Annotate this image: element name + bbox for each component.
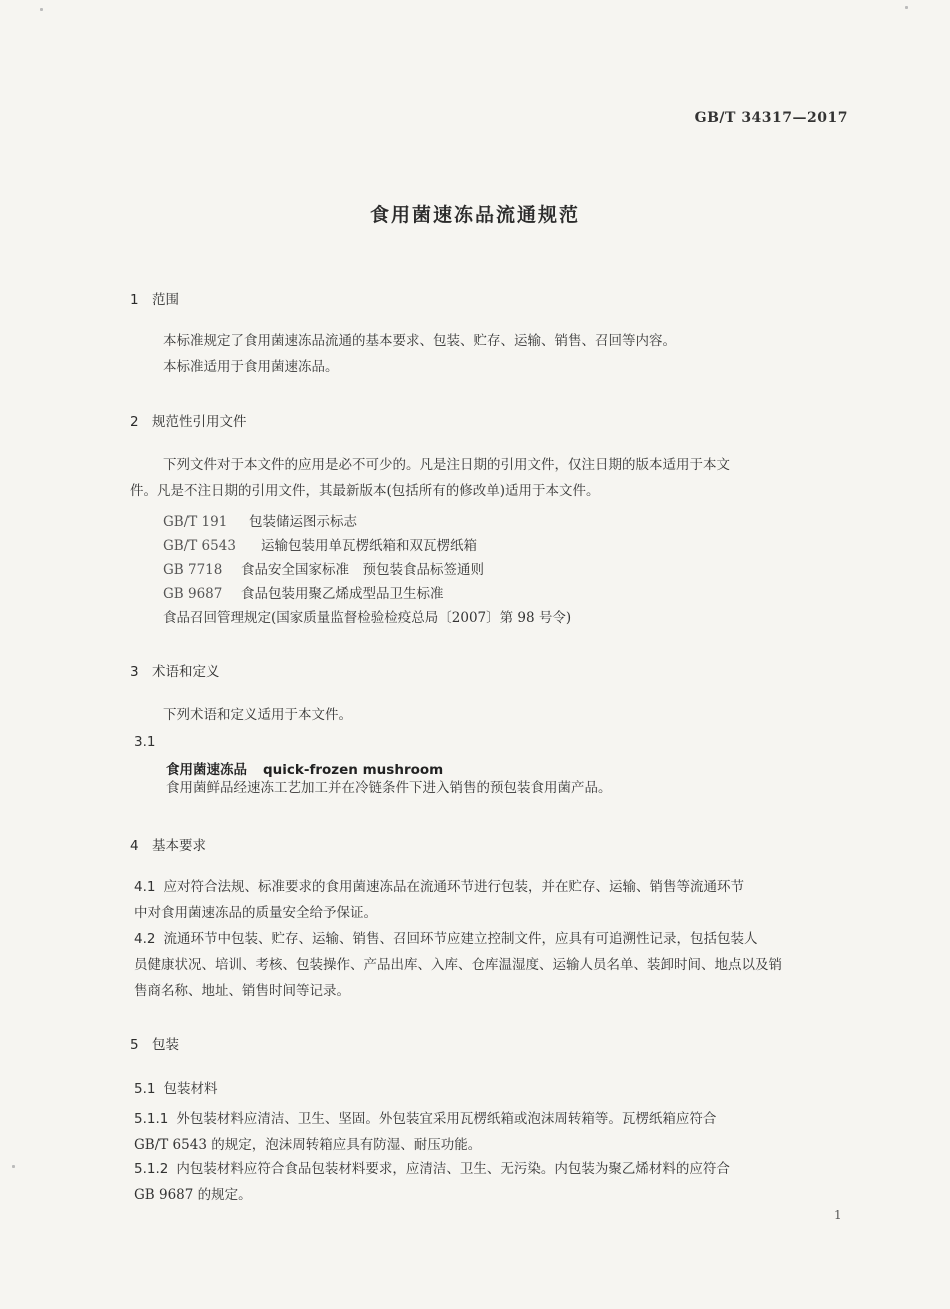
- section-number: 1: [130, 292, 139, 308]
- section-heading-packaging: [130, 1033, 179, 1053]
- section-title: 范围: [152, 292, 179, 308]
- section-title: 包装: [152, 1037, 179, 1053]
- clause-text: 售商名称、地址、销售时间等记录。: [134, 983, 350, 999]
- term-english: quick-frozen mushroom: [263, 762, 444, 778]
- clause-number: 5.1.1: [134, 1111, 169, 1127]
- reference-code: GB/T 191: [163, 514, 228, 530]
- section-title: 规范性引用文件: [152, 414, 247, 430]
- clause-text: 员健康状况、培训、考核、包装操作、产品出库、入库、仓库温湿度、运输人员名单、装卸时间、地点以及销: [134, 957, 782, 973]
- paragraph: 下列文件对于本文件的应用是必不可少的。凡是注日期的引用文件，仅注日期的版本适用于本文: [163, 457, 730, 473]
- subsection-title: 包装材料: [163, 1081, 218, 1097]
- clause-4-1: [134, 874, 854, 926]
- section-heading-basic: [130, 834, 206, 854]
- reference-item: [163, 582, 444, 602]
- clause-text: 外包装材料应清洁、卫生、坚固。外包装宜采用瓦楞纸箱或泡沫周转箱等。瓦楞纸箱应符合: [176, 1111, 717, 1127]
- subsection-number: 5.1: [134, 1081, 156, 1097]
- paragraph: 本标准规定了食用菌速冻品流通的基本要求、包装、贮存、运输、销售、召回等内容。: [163, 333, 676, 349]
- document-title: 食用菌速冻品流通规范: [369, 204, 580, 226]
- clause-5-1-1: [134, 1106, 854, 1158]
- clause-5-1-2: [134, 1156, 854, 1208]
- clause-text: 内包装材料应符合食品包装材料要求，应清洁、卫生、无污染。内包装为聚乙烯材料的应符合: [176, 1161, 730, 1177]
- section-title: 术语和定义: [152, 664, 220, 680]
- reference-item: 食品召回管理规定(国家质量监督检验检疫总局〔2007〕第 98 号令): [163, 610, 572, 626]
- clause-text: 应对符合法规、标准要求的食用菌速冻品在流通环节进行包装，并在贮存、运输、销售等流通环节: [163, 879, 744, 895]
- section-heading-scope: [130, 288, 179, 308]
- reference-title: 包装储运图示标志: [249, 514, 357, 530]
- paragraph: 本标准适用于食用菌速冻品。: [163, 359, 339, 375]
- reference-item: [163, 534, 477, 554]
- scan-speck: [40, 8, 43, 11]
- section-number: 2: [130, 414, 139, 430]
- scan-speck: [12, 1165, 15, 1168]
- section-heading-terms: [130, 660, 220, 680]
- subsection-heading: [134, 1077, 217, 1097]
- scan-speck: [905, 6, 908, 9]
- term-definition: 食用菌鲜品经速冻工艺加工并在冷链条件下进入销售的预包装食用菌产品。: [166, 780, 612, 796]
- reference-title: 运输包装用单瓦楞纸箱和双瓦楞纸箱: [261, 538, 477, 554]
- clause-number: 5.1.2: [134, 1161, 169, 1177]
- section-title: 基本要求: [152, 838, 206, 854]
- section-number: 4: [130, 838, 139, 854]
- clause-4-2: [134, 926, 854, 1004]
- standard-code: GB/T 34317—2017: [694, 110, 848, 126]
- section-heading-refs: [130, 410, 247, 430]
- reference-title: 食品包装用聚乙烯成型品卫生标准: [241, 586, 444, 602]
- clause-text: GB/T 6543 的规定，泡沫周转箱应具有防湿、耐压功能。: [134, 1137, 482, 1153]
- reference-item: [163, 558, 484, 578]
- term-chinese: 食用菌速冻品: [166, 762, 247, 778]
- clause-number: 4.1: [134, 879, 156, 895]
- clause-text: GB 9687 的规定。: [134, 1187, 252, 1203]
- reference-title: 食品安全国家标准 预包装食品标签通则: [241, 562, 484, 578]
- clause-number: 3.1: [134, 734, 156, 750]
- clause-text: 流通环节中包装、贮存、运输、销售、召回环节应建立控制文件，应具有可追溯性记录，包括包装人: [163, 931, 758, 947]
- page-number: 1: [834, 1208, 842, 1222]
- reference-code: GB 9687: [163, 586, 223, 602]
- clause-number: 4.2: [134, 931, 156, 947]
- paragraph: 下列术语和定义适用于本文件。: [163, 707, 352, 723]
- reference-code: GB 7718: [163, 562, 223, 578]
- section-number: 5: [130, 1037, 139, 1053]
- reference-item: [163, 510, 357, 530]
- clause-text: 中对食用菌速冻品的质量安全给予保证。: [134, 905, 377, 921]
- reference-code: GB/T 6543: [163, 538, 236, 554]
- section-number: 3: [130, 664, 139, 680]
- paragraph: 件。凡是不注日期的引用文件，其最新版本(包括所有的修改单)适用于本文件。: [130, 483, 600, 499]
